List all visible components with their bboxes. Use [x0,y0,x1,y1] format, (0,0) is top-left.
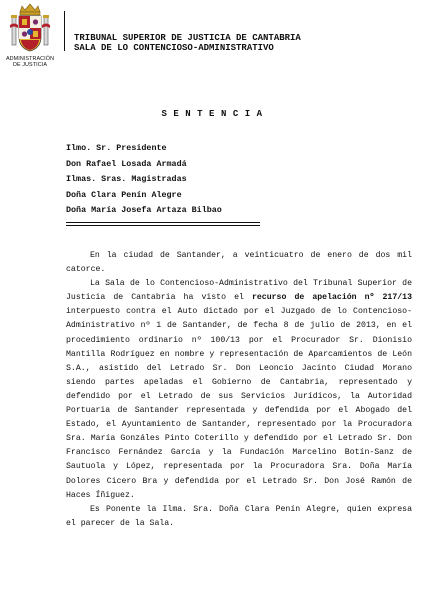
judgment-body [66,249,412,531]
coat-of-arms-icon [10,3,50,55]
document-title: SENTENCIA [161,109,269,119]
coat-of-arms-logo [4,3,56,68]
paragraph-case-description [66,277,412,503]
appeal-number: recurso de apelación nº 217/13 [251,293,412,303]
magistrate-line: Ilmo. Sr. Presidente [66,143,167,153]
magistrate-line: Don Rafael Losada Armadá [66,158,187,169]
paragraph-place-date: En la ciudad de Santander, a veinticuatro de enero de dos mil catorce. [66,251,412,275]
court-name: TRIBUNAL SUPERIOR DE JUSTICIA DE CANTABRIA [74,33,301,43]
divider-line [66,222,260,223]
paragraph-rapporteur: Es Ponente la Ilma. Sra. Doña Clara Penín Alegre, quien expresa el parecer de la Sala. [66,504,412,528]
magistrate-line: Ilmas. Sras. Magistradas [66,174,187,185]
magistrates-list [66,141,222,219]
divider-line [66,225,260,226]
case-text-rest: interpuesto contra el Auto dictado por el Juzgado de lo Contencioso-Administrativo nº 1 de Santander, de fecha 8 de julio de 2013, en el procedimiento ordinario nº 100/13 por el Procurador Sr. Dionisio Mantilla Rodríguez en nombre y representación de Aparcamientos de León S.A., asistido del Letrado Sr. Don Leoncio Jacinto Ciudad Morano siendo partes apeladas el Gobierno de Cantabria, representado y defendido por el Letrado de sus Servicios Jurídicos, la Autoridad Portuaria de Santander representada y defendida por el Abogado del Estado, el Ayuntamiento de Santander, representado por la Procuradora Sra. María Gonzáles Pinto Coterillo y defendido por el Letrado Sr. Don Francisco Fernández García y la Fundación Marcelino Botín-Sanz de Sautuola y López, representada por la Procuradora Sra. Doña María Dolores Cicero Bra y defendida por el Letrado Sr. Don José Ramón de Haces Íñiguez. [66,307,412,500]
logo-caption-line1: ADMINISTRACIÓN [5,56,55,62]
court-chamber: SALA DE LO CONTENCIOSO-ADMINISTRATIVO [74,43,274,53]
logo-caption-line2: DE JUSTICIA [12,62,48,68]
magistrate-line: Doña María Josefa Artaza Bilbao [66,205,222,216]
case-text-start: La Sala de lo Contencioso-Administrativo del Tribunal Superior de Justicia de Cantabria ha visto el [66,279,412,303]
header-vertical-rule [64,11,65,51]
magistrate-line: Doña Clara Penín Alegre [66,189,182,200]
